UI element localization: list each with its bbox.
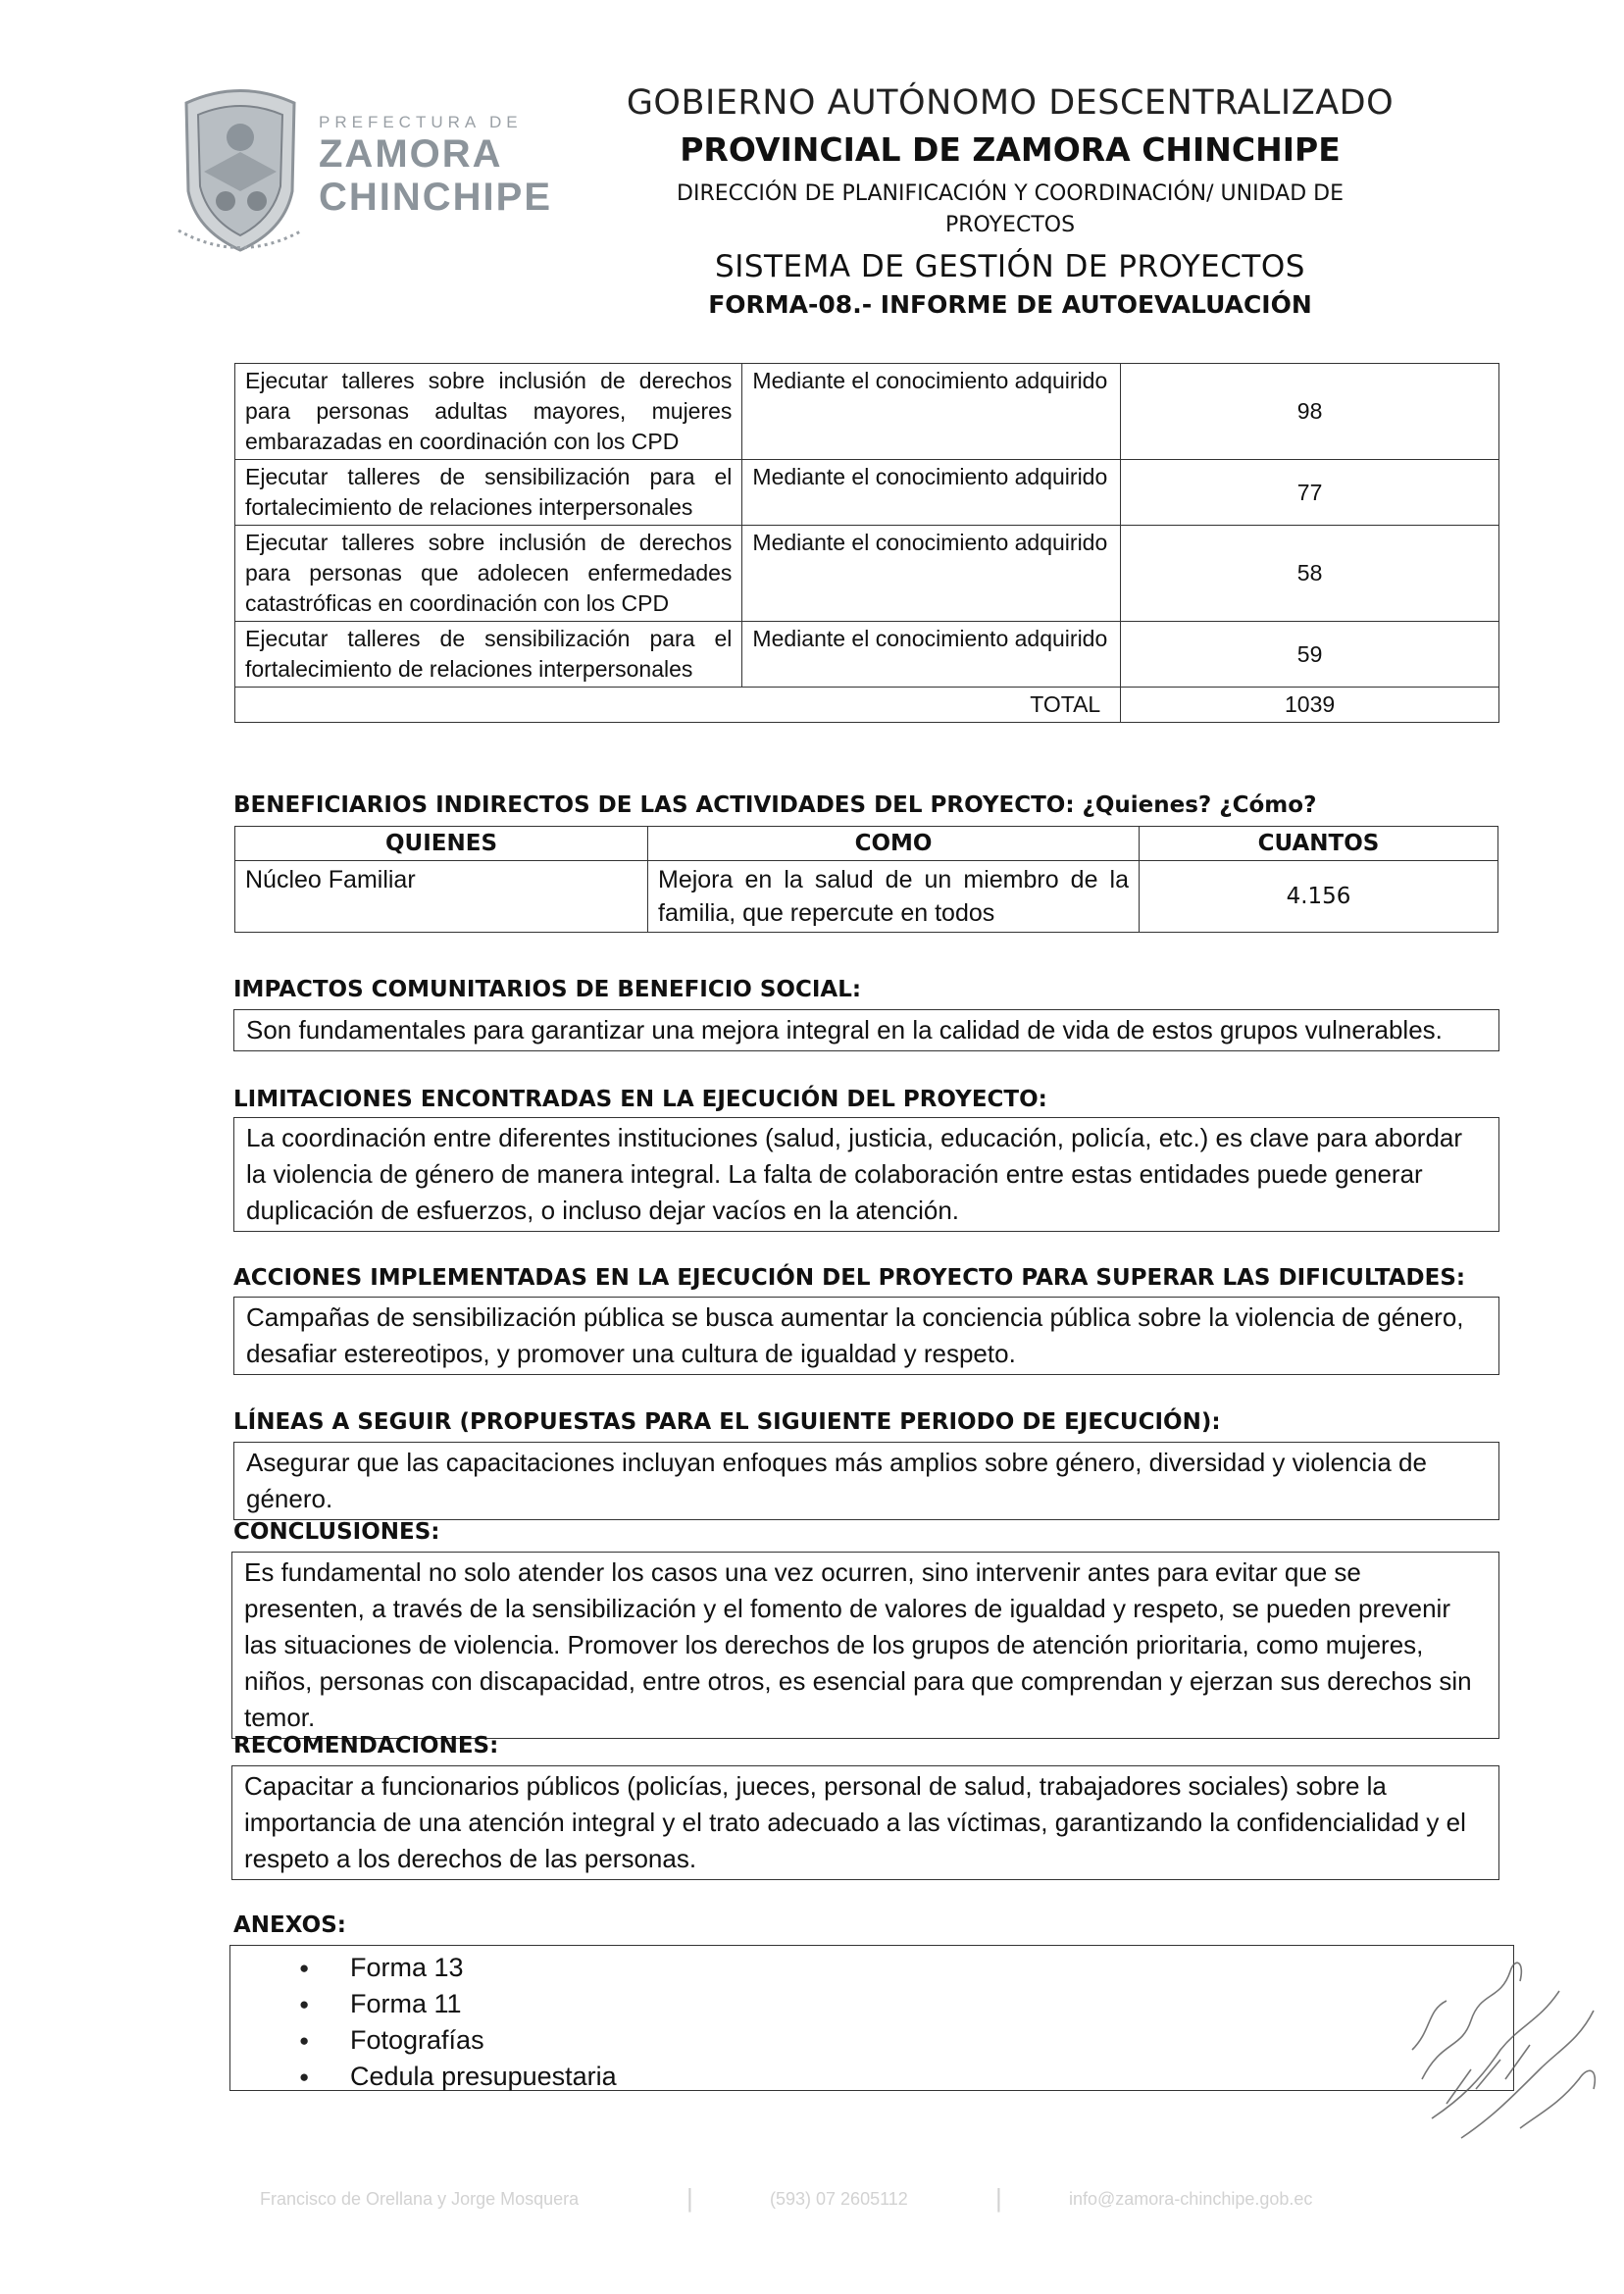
anexos-list [242,1950,1501,2095]
activity-cell: Ejecutar talleres de sensibilización para el fortalecimiento de relaciones interpersonales [235,460,742,526]
table-row [235,861,1498,933]
recomendaciones-box: Capacitar a funcionarios públicos (policías, jueces, personal de salud, trabajadores sociales) sobre la importancia de una atención integral y el trato adecuado a las víctimas, garantizando la confidencialidad y el respeto a los derechos de las personas. [231,1765,1499,1880]
count-cell: 59 [1121,622,1499,688]
footer-divider: | [995,2183,1002,2213]
conclusiones-title: CONCLUSIONES: [233,1519,440,1545]
impactos-box: Son fundamentales para garantizar una mejora integral en la calidad de vida de estos grupos vulnerables. [233,1009,1499,1051]
table-row [235,622,1499,688]
header-direction: DIRECCIÓN DE PLANIFICACIÓN Y COORDINACIÓN/ UNIDAD DE PROYECTOS [677,181,1344,237]
method-cell: Mediante el conocimiento adquirido [742,460,1121,526]
logo-small-text: PREFECTURA DE [319,113,523,131]
prefectura-shield-icon [177,83,304,260]
method-cell: Mediante el conocimiento adquirido [742,622,1121,688]
indirect-beneficiaries-title: BENEFICIARIOS INDIRECTOS DE LAS ACTIVIDADES DEL PROYECTO: ¿Quienes? ¿Cómo? [233,792,1317,818]
list-item: ● Fotografías [299,2022,1501,2059]
prefectura-logo [177,83,553,260]
column-header-quienes: QUIENES [235,827,648,861]
logo-line2: CHINCHIPE [319,176,553,219]
table-row [235,364,1499,460]
method-cell: Mediante el conocimiento adquirido [742,364,1121,460]
count-cell: 98 [1121,364,1499,460]
list-item: ● Forma 11 [299,1986,1501,2022]
method-cell: Mediante el conocimiento adquirido [742,526,1121,622]
cuantos-cell: 4.156 [1140,861,1498,933]
footer-address: Francisco de Orellana y Jorge Mosquera [260,2189,580,2209]
table-row [235,526,1499,622]
activities-table [234,363,1499,723]
list-item: ● Forma 13 [299,1950,1501,1986]
count-cell: 77 [1121,460,1499,526]
anexos-title: ANEXOS: [233,1912,346,1938]
header-government: GOBIERNO AUTÓNOMO DESCENTRALIZADO [626,83,1395,123]
total-value: 1039 [1121,688,1499,723]
total-label: TOTAL [235,688,1121,723]
conclusiones-box: Es fundamental no solo atender los casos una vez ocurren, sino intervenir antes para evitar que se presenten, a través de la sensibilización y el fomento de valores de igualdad y respeto, se pueden prevenir las situaciones de violencia. Promover los derechos de los grupos de atención prioritaria, como mujeres, niños, personas con discapacidad, entre otros, es esencial para que comprendan y ejerzan sus derechos sin temor. [231,1552,1499,1739]
lineas-box: Asegurar que las capacitaciones incluyan enfoques más amplios sobre género, diversidad y violencia de género. [233,1442,1499,1520]
impactos-title: IMPACTOS COMUNITARIOS DE BENEFICIO SOCIAL: [233,977,862,1002]
como-cell: Mejora en la salud de un miembro de la familia, que repercute en todos [648,861,1140,933]
header-form-title: FORMA-08.- INFORME DE AUTOEVALUACIÓN [708,290,1312,319]
header-province: PROVINCIAL DE ZAMORA CHINCHIPE [680,130,1341,169]
acciones-title: ACCIONES IMPLEMENTADAS EN LA EJECUCIÓN DEL PROYECTO PARA SUPERAR LAS DIFICULTADES: [233,1265,1466,1291]
footer-web: info@zamora-chinchipe.gob.ec [1069,2189,1313,2209]
indirect-beneficiaries-table [234,826,1498,933]
header-system: SISTEMA DE GESTIÓN DE PROYECTOS [715,249,1305,284]
list-item: ● Cedula presupuestaria [299,2059,1501,2095]
footer-divider: | [686,2183,693,2213]
activity-cell: Ejecutar talleres sobre inclusión de derechos para personas que adolecen enfermedades catastróficas en coordinación con los CPD [235,526,742,622]
handwritten-signature [1402,1932,1608,2158]
anexos-box [229,1945,1514,2091]
footer-phone: (593) 07 2605112 [770,2189,908,2209]
table-row [235,460,1499,526]
acciones-box: Campañas de sensibilización pública se busca aumentar la conciencia pública sobre la violencia de género, desafiar estereotipos, y promover una cultura de igualdad y respeto. [233,1297,1499,1375]
quienes-cell: Núcleo Familiar [235,861,648,933]
table-header-row [235,827,1498,861]
column-header-como: COMO [648,827,1140,861]
recomendaciones-title: RECOMENDACIONES: [233,1733,499,1759]
limitaciones-title: LIMITACIONES ENCONTRADAS EN LA EJECUCIÓN DEL PROYECTO: [233,1087,1047,1112]
count-cell: 58 [1121,526,1499,622]
logo-line1: ZAMORA [319,132,503,176]
column-header-cuantos: CUANTOS [1140,827,1498,861]
limitaciones-box: La coordinación entre diferentes instituciones (salud, justicia, educación, policía, etc.) es clave para abordar la violencia de género de manera integral. La falta de colaboración entre estas entidades puede generar duplicación de esfuerzos, o incluso dejar vacíos en la atención. [233,1117,1499,1232]
lineas-title: LÍNEAS A SEGUIR (PROPUESTAS PARA EL SIGUIENTE PERIODO DE EJECUCIÓN): [233,1409,1221,1435]
total-row [235,688,1499,723]
activity-cell: Ejecutar talleres sobre inclusión de derechos para personas adultas mayores, mujeres embarazadas en coordinación con los CPD [235,364,742,460]
document-header [608,83,1412,319]
activity-cell: Ejecutar talleres de sensibilización para el fortalecimiento de relaciones interpersonales [235,622,742,688]
